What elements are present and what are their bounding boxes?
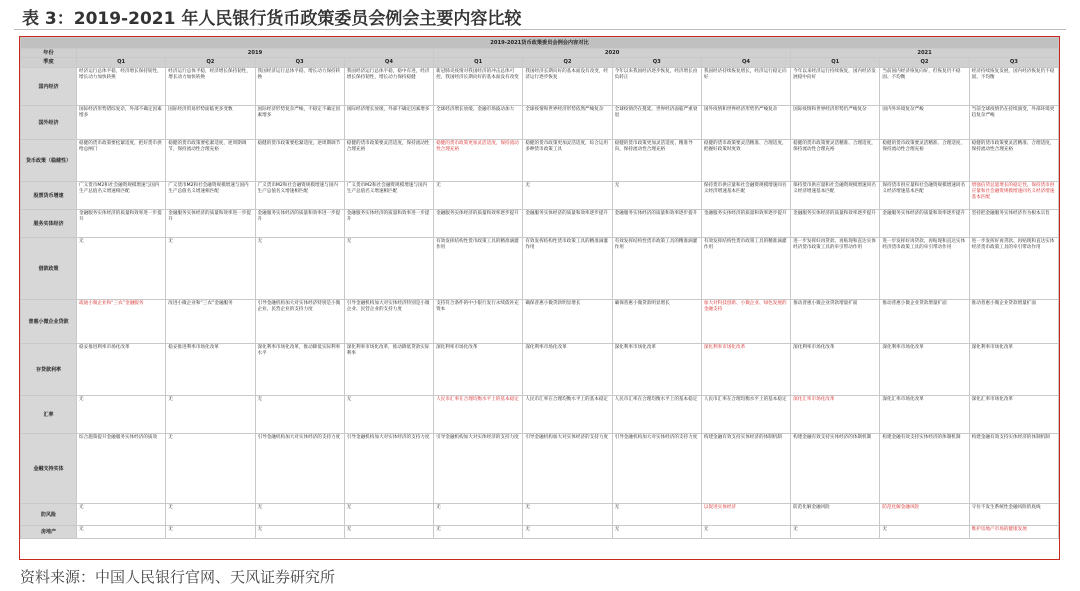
table-cell: 推动普惠小微企业贷款增量扩面 <box>969 300 1058 344</box>
row-category-label: 房地产 <box>21 526 77 539</box>
table-cell: 稳健的货币政策要松紧适度，逆周期调节 <box>255 140 344 182</box>
table-row <box>21 210 1059 238</box>
table-cell: 我国经济持续恢复增长，经济运行稳定向好 <box>701 68 790 106</box>
table-cell: 防范化解金融风险 <box>880 504 969 526</box>
table-cell: 确保普惠小微贷款明显增长 <box>612 300 701 344</box>
table-cell: 深化利率市场化改革 <box>701 344 790 396</box>
table-cell: 稳健的货币政策更加灵活适度，综合运用多种货币政策工具 <box>523 140 612 182</box>
table-cell: 坚持把金融服务实体经济作为根本宗旨 <box>969 210 1058 238</box>
table-cell: 人民币汇率在合理均衡水平上的基本稳定 <box>434 396 523 434</box>
table-cell: 无 <box>77 238 166 300</box>
table-cell: 引导金融机构加大对实体经济的支持力度 <box>434 434 523 504</box>
table-cell: 全球经济增长放缓，金融市场波动加大 <box>434 106 523 140</box>
row-category-label: 服务实体经济 <box>21 210 77 238</box>
table-cell: 引导金融机构加大对实体经济特别是小微企业、民营企业的支持力度 <box>255 300 344 344</box>
table-cell: 稳健的货币政策要灵活精准、合理适度，保持流动性合理充裕 <box>880 140 969 182</box>
corner-year-label: 年份 <box>21 49 77 58</box>
table-cell: 无 <box>344 396 433 434</box>
table-cell: 深化汇率市场化改革 <box>791 396 880 434</box>
table-cell: 金融服务实体经济的质量和效率进一步提升 <box>166 210 255 238</box>
table-cell: 广义货币M2和社会融资规模增速与国内生产总值名义增速相匹配 <box>77 182 166 210</box>
quarter-header: Q1 <box>791 58 880 68</box>
table-cell: 金融服务实体经济的质量和效率逐步提升 <box>791 210 880 238</box>
table-cell: 无 <box>434 526 523 539</box>
table-row <box>21 434 1059 504</box>
table-cell: 稳健的货币政策要松紧适度，逆周期调节，保持流动性合理充裕 <box>166 140 255 182</box>
quarter-header: Q3 <box>255 58 344 68</box>
table-cell: 引导金融机构加大对实体经济的支持力度 <box>523 434 612 504</box>
table-cell: 全球疫情仍在蔓延，世界经济面临严重衰退 <box>612 106 701 140</box>
table-cell: 国际经济贸易形势面临更多变数 <box>166 106 255 140</box>
table-cell: 引导金融机构加大对实体经济特别是小微企业、民营企业的支持力度 <box>344 300 433 344</box>
table-main-title: 2019-2021货币政策委员会例会内容对比 <box>21 38 1059 49</box>
table-cell: 广义货币M2和社会融资规模增速与国内生产总值名义增速相匹配 <box>166 182 255 210</box>
table-cell: 深化利率市场化改革 <box>612 344 701 396</box>
table-cell: 无 <box>612 526 701 539</box>
table-cell: 当前全球疫情仍在持续演变，外部环境更趋复杂严峻 <box>969 106 1058 140</box>
table-cell: 进一步发挥好再贷款、再贴现和直达实体经济货币政策工具的牵引带动作用 <box>880 238 969 300</box>
table-cell: 保持货币供应量和社会融资规模增速同名义经济增速基本匹配 <box>701 182 790 210</box>
table-cell: 无 <box>166 434 255 504</box>
row-category-label: 国外经济 <box>21 106 77 140</box>
table-cell: 综合施策提升金融服务实体经济的质效 <box>77 434 166 504</box>
table-cell: 深化利率市场化改革 <box>791 344 880 396</box>
table-cell: 以促进实体经济 <box>701 504 790 526</box>
table-cell: 引导金融机构加大对实体经济的支持力度 <box>612 434 701 504</box>
table-cell: 无 <box>434 182 523 210</box>
row-category-label: 防风险 <box>21 504 77 526</box>
table-cell: 我国经济长期向好的基本面没有改变，经济运行逐步恢复 <box>523 68 612 106</box>
table-cell: 人民币汇率在合理均衡水平上的基本稳定 <box>701 396 790 434</box>
table-cell: 构建金融有效支持实体经济的体制机制 <box>969 434 1058 504</box>
table-cell: 无 <box>344 504 433 526</box>
year-header-2020: 2020 <box>434 49 791 58</box>
table-cell: 进一步发挥好再贷款、再贴现和直达实体经济货币政策工具的牵引带动作用 <box>791 238 880 300</box>
table-cell: 无 <box>523 504 612 526</box>
table-cell: 加大对科技创新、小微企业、绿色发展的金融支持 <box>701 300 790 344</box>
table-cell: 构建金融有效支持实体经济的体制机制 <box>880 434 969 504</box>
table-cell: 国内外环境复杂严峻 <box>880 106 969 140</box>
table-cell: 稳妥推进利率市场化改革 <box>77 344 166 396</box>
quarter-header: Q3 <box>969 58 1058 68</box>
table-cell: 深化利率市场化改革，推动降低实际利率水平 <box>255 344 344 396</box>
table-cell: 全球疫情和世界经济形势依然严峻复杂 <box>523 106 612 140</box>
table-cell: 有效发挥结构性货币政策工具的精准滴灌作用 <box>523 238 612 300</box>
table-row <box>21 238 1059 300</box>
table-cell: 无 <box>523 182 612 210</box>
table-cell: 国际经济增长放缓，外部不确定因素增多 <box>344 106 433 140</box>
table-cell: 无 <box>344 238 433 300</box>
table-cell: 推动普惠小微企业贷款增量扩面 <box>791 300 880 344</box>
table-row <box>21 300 1059 344</box>
quarter-header: Q2 <box>523 58 612 68</box>
table-cell: 无 <box>255 526 344 539</box>
table-row <box>21 106 1059 140</box>
year-header-2019: 2019 <box>77 49 434 58</box>
table-cell: 金融服务实体经济的质量和效率逐步提升 <box>612 210 701 238</box>
table-cell: 支持符合条件的中小银行发行永续债补充资本 <box>434 300 523 344</box>
title-divider <box>14 29 1066 30</box>
table-cell: 深化利率市场化改革，推动降低贷款实际利率 <box>344 344 433 396</box>
table-cell: 无 <box>523 526 612 539</box>
table-cell: 金融服务实体经济的质量和效率逐步提升 <box>701 210 790 238</box>
row-category-label: 普惠小微企业贷款 <box>21 300 77 344</box>
row-category-label: 国内经济 <box>21 68 77 106</box>
table-cell: 深化汇率市场化改革 <box>880 396 969 434</box>
table-cell: 金融服务实体经济的质量和效率逐步提升 <box>434 210 523 238</box>
table-cell: 无 <box>166 526 255 539</box>
table-row <box>21 344 1059 396</box>
table-cell: 无 <box>791 526 880 539</box>
table-row <box>21 68 1059 106</box>
table-cell: 无 <box>77 526 166 539</box>
table-cell: 无 <box>166 396 255 434</box>
table-cell: 构建金融有效支持实体经济的体制机制 <box>701 434 790 504</box>
comparison-table <box>20 37 1059 539</box>
quarter-header: Q1 <box>434 58 523 68</box>
quarter-header: Q1 <box>77 58 166 68</box>
table-cell: 广义货币M2和社会融资规模增速与国内生产总值名义增速相匹配 <box>344 182 433 210</box>
table-cell: 无 <box>77 396 166 434</box>
row-category-label: 货币政策（稳健性） <box>21 140 77 182</box>
table-cell: 有效发挥结构性货币政策工具的精准滴灌作用 <box>612 238 701 300</box>
table-cell: 金融服务实体经济的质量和效率进一步提升 <box>255 210 344 238</box>
table-cell: 守住不发生系统性金融风险的底线 <box>969 504 1058 526</box>
table-cell: 引导金融机构加大对实体经济的支持力度 <box>255 434 344 504</box>
table-cell: 人民币汇率在合理均衡水平上的基本稳定 <box>523 396 612 434</box>
table-cell: 深化利率市场化改革 <box>969 344 1058 396</box>
table-cell: 增强信贷总量增长的稳定性，保持货币供应量和社会融资规模增速同名义经济增速基本匹配 <box>969 182 1058 210</box>
year-header-2021: 2021 <box>791 49 1059 58</box>
quarter-header: Q2 <box>166 58 255 68</box>
table-cell: 保持货币供应量和社会融资规模增速同名义经济增速基本匹配 <box>791 182 880 210</box>
quarter-header: Q4 <box>344 58 433 68</box>
table-cell: 进一步发挥好再贷款、再贴现和直达实体经济货币政策工具的牵引带动作用 <box>969 238 1058 300</box>
table-cell: 深化汇率市场化改革 <box>969 396 1058 434</box>
table-cell: 无 <box>434 504 523 526</box>
table-cell: 无 <box>880 526 969 539</box>
source-note: 资料来源：中国人民银行官网、天风证券研究所 <box>20 568 336 586</box>
table-frame <box>19 36 1060 560</box>
table-cell: 金融服务实体经济的质量和效率进一步提升 <box>77 210 166 238</box>
table-cell: 无 <box>255 238 344 300</box>
table-cell: 国际疫情和世界经济形势仍严峻复杂 <box>791 106 880 140</box>
quarter-header: Q4 <box>701 58 790 68</box>
table-cell: 国际经济形势复杂严峻，不稳定不确定因素增多 <box>255 106 344 140</box>
table-cell: 无 <box>166 238 255 300</box>
quarter-header: Q3 <box>612 58 701 68</box>
table-cell: 无 <box>166 504 255 526</box>
table-cell: 无 <box>612 504 701 526</box>
table-row <box>21 182 1059 210</box>
table-cell: 稳健的货币政策要灵活精准、合理适度，把握好政策时度效 <box>701 140 790 182</box>
table-cell: 金融服务实体经济的质量和效率逐步提升 <box>880 210 969 238</box>
table-cell: 经济运行总体平稳，经济增长保持韧性，增长动力加快转换 <box>166 68 255 106</box>
table-cell: 经济持续恢复发展，国内经济恢复仍不稳固、不均衡 <box>969 68 1058 106</box>
table-cell: 维护房地产市场的健康发展 <box>969 526 1058 539</box>
table-cell: 今年以来我国经济逐步恢复，经济增长由负转正 <box>612 68 701 106</box>
table-cell: 今年以来经济运行持续恢复，国内经济发展稳中向好 <box>791 68 880 106</box>
table-row <box>21 526 1059 539</box>
table-cell: 我国经济运行总体平稳，增长动力保持转换 <box>255 68 344 106</box>
table-cell: 有效发挥结构性货币政策工具的精准滴灌作用 <box>434 238 523 300</box>
row-category-label: 存贷款利率 <box>21 344 77 396</box>
row-category-label: 股票货币增速 <box>21 182 77 210</box>
table-row <box>21 504 1059 526</box>
table-cell: 无 <box>255 396 344 434</box>
table-cell: 金融服务实体经济的质量和效率进一步提升 <box>344 210 433 238</box>
table-cell: 深化利率市场化改革 <box>880 344 969 396</box>
table-cell: 稳健的货币政策要灵活精准、合理适度，保持流动性合理充裕 <box>969 140 1058 182</box>
table-cell: 稳健的货币政策要灵活精准、合理适度，保持流动性合理充裕 <box>791 140 880 182</box>
quarter-header: Q2 <box>880 58 969 68</box>
table-cell: 国外疫情和世界经济形势仍严峻复杂 <box>701 106 790 140</box>
row-category-label: 金融支持实体 <box>21 434 77 504</box>
table-cell: 深化利率市场化改革 <box>434 344 523 396</box>
table-cell: 构建金融有效支持实体经济的体制机制 <box>791 434 880 504</box>
table-cell: 推动普惠小微企业贷款增量扩面 <box>880 300 969 344</box>
table-cell: 确保普惠小微贷款明显增长 <box>523 300 612 344</box>
row-category-label: 借款政策 <box>21 238 77 300</box>
table-cell: 深化利率市场化改革 <box>523 344 612 396</box>
table-cell: 稳健的货币政策更加灵活适度、精准导向，保持流动性合理充裕 <box>612 140 701 182</box>
table-cell: 改进小微企业和“三农”金融服务 <box>166 300 255 344</box>
corner-quarter-label: 季度 <box>21 58 77 68</box>
table-cell: 广义货币M2和社会融资规模增速与国内生产总值名义增速相匹配 <box>255 182 344 210</box>
table-row <box>21 396 1059 434</box>
table-cell: 当前国内经济恢复向好，但恢复仍不稳固、不均衡 <box>880 68 969 106</box>
table-cell: 保持货币供应量和社会融资规模增速同名义经济增速基本匹配 <box>880 182 969 210</box>
table-cell: 新冠肺炎疫情对我国经济的冲击总体可控，我国经济长期向好的基本面没有改变 <box>434 68 523 106</box>
table-cell: 国际经济形势错综复杂，外部不确定因素增多 <box>77 106 166 140</box>
table-cell: 引导金融机构加大对实体经济的支持力度 <box>344 434 433 504</box>
table-title: 表 3：2019-2021 年人民银行货币政策委员会例会主要内容比较 <box>22 9 522 29</box>
table-cell: 稳健的货币政策要松紧适度，把好货币供给总闸门 <box>77 140 166 182</box>
table-cell: 稳健的货币政策更加灵活适度，保持流动性合理充裕 <box>434 140 523 182</box>
table-cell: 无 <box>77 504 166 526</box>
table-cell: 金融服务实体经济的质量和效率逐步提升 <box>523 210 612 238</box>
table-cell: 无 <box>612 182 701 210</box>
table-cell: 防范化解金融风险 <box>791 504 880 526</box>
table-cell: 无 <box>344 526 433 539</box>
table-cell: 无 <box>701 526 790 539</box>
table-cell: 经济运行总体平稳，经济增长保持韧性，增长动力加快转换 <box>77 68 166 106</box>
table-cell: 疏通小微企业和“三农”金融服务 <box>77 300 166 344</box>
table-cell: 我国经济运行总体平稳，稳中有进，经济增长保持韧性，增长动力保持稳健 <box>344 68 433 106</box>
table-cell: 无 <box>255 504 344 526</box>
table-row <box>21 140 1059 182</box>
table-cell: 稳健的货币政策要灵活适度，保持流动性合理充裕 <box>344 140 433 182</box>
row-category-label: 汇率 <box>21 396 77 434</box>
table-cell: 有效发挥结构性货币政策工具的精准滴灌作用 <box>701 238 790 300</box>
table-cell: 稳妥推进利率市场化改革 <box>166 344 255 396</box>
table-cell: 人民币汇率在合理均衡水平上的基本稳定 <box>612 396 701 434</box>
